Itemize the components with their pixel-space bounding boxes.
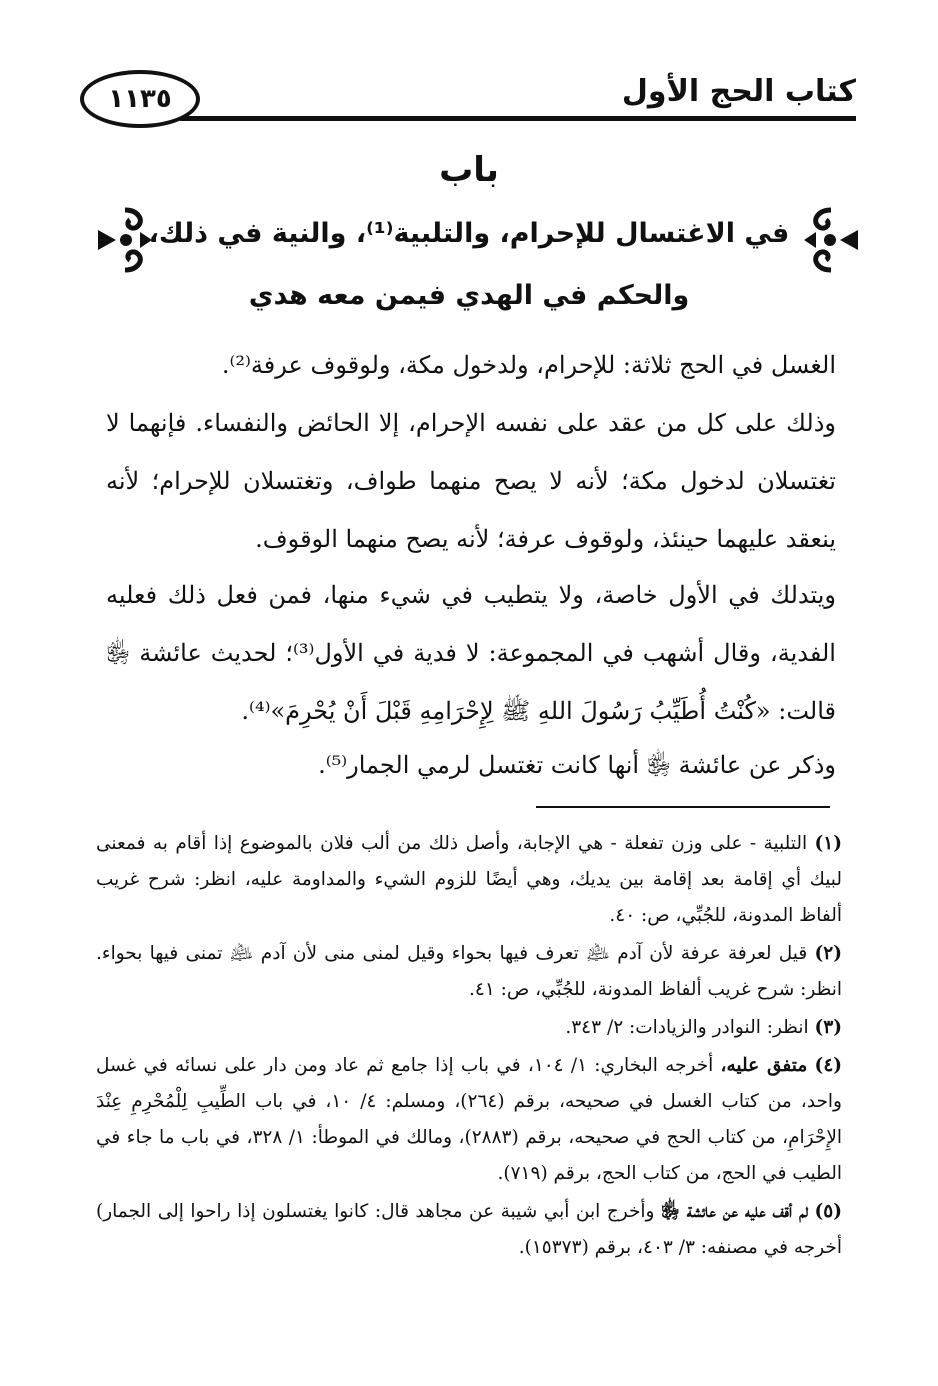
header-rule [180,116,856,121]
chapter-title-line-1: في الاغتسال للإحرام، والتلبية⁽¹⁾، والنية في ذلك، [148,218,790,249]
footnote-lead: لم أقف عليه عن عائشة ﵂ [660,1201,809,1222]
footnote-text: قيل لعرفة عرفة لأن آدم ﵇ تعرف فيها بحواء وقيل لمنى منى لأن آدم ﵇ تمنى فيها بحواء. انظر: شرح غريب ألفاظ المدونة، للجُبِّي، ص: ٤١. [96,943,842,1000]
footnotes [96,826,842,1268]
footnote-label: (٣) [814,1017,842,1038]
footnote-4 [96,1048,842,1192]
body-paragraph: وذلك على كل من عقد على نفسه الإحرام، إلا الحائض والنفساء. فإنهما لا تغتسلان لدخول مكة؛ لأنه لا يصح منهما طواف، وتغتسلان للإحرام؛ لأنه ينعقد عليهما حينئذ، ولوقوف عرفة؛ لأنه يصح منهما الوقوف. [106,409,836,553]
footnote-5 [96,1194,842,1266]
footnote-label: (٤) [814,1055,843,1076]
chapter-title-line-2: والحكم في الهدي فيمن معه هدي [248,280,690,311]
running-header [80,64,856,134]
footnote-text: أخرجه البخاري: ١/ ١٠٤، في باب إذا جامع ثم عاد ومن دار على نسائه في غسل واحد، من كتاب الغسل في صحيحه، برقم (٢٦٤)، ومسلم: ٤/ ١٠، في باب الطِّيبِ لِلْمُحْرِمِ عِنْدَ الإِحْرَامِ، من كتاب الحج في صحيحه، برقم (٢٨٨٣)، ومالك في الموطأ: ١/ ٣٢٨، في باب ما جاء في الطيب في الحج، من كتاب الحج، برقم (٧١٩). [96,1055,843,1184]
footnote-text: انظر: النوادر والزيادات: ٢/ ٣٤٣. [565,1017,809,1038]
footnote-separator [536,806,830,808]
body-paragraph: ويتدلك في الأول خاصة، ولا يتطيب في شيء منها، فمن فعل ذلك فعليه الفدية، وقال أشهب في المجموعة: لا فدية في الأول⁽³⁾؛ لحديث عائشة ﵂ قالت: «كُنْتُ أُطَيِّبُ رَسُولَ اللهِ ﷺ لِإِحْرَامِهِ قَبْلَ أَنْ يُحْرِمَ»⁽⁴⁾. [106,581,836,725]
footnote-lead: متفق عليه، [720,1055,808,1076]
section-heading: باب [439,150,499,190]
body-paragraph: الغسل في الحج ثلاثة: للإحرام، ولدخول مكة، ولوقوف عرفة⁽²⁾. [221,351,836,379]
footnote-label: (٢) [814,943,842,964]
book-title: كتاب الحج الأول [621,74,856,109]
footnote-1 [96,826,842,934]
page-number: ١١٣٥ [108,84,172,114]
body-paragraph: وذكر عن عائشة ﵂ أنها كانت تغتسل لرمي الجمار⁽⁵⁾. [318,751,836,779]
footnote-3 [96,1010,842,1046]
footnote-label: (١) [814,833,842,854]
page-number-badge [80,70,200,128]
footnote-text: وأخرج ابن أبي شيبة عن مجاهد قال: كانوا يغتسلون إذا راحوا إلى الجمار) أخرجه في مصنفه: ٣/ ٤٠٣، برقم (١٥٣٧٣). [96,1201,842,1258]
footnote-label: (٥) [814,1201,842,1222]
footnote-text: التلبية - على وزن تفعلة - هي الإجابة، وأصل ذلك من ألب فلان بالموضوع إذا أقام به فمعنى لبيك أي إقامة بعد إقامة بين يديك، وهي أيضًا للزوم الشيء والمداومة عليه، انظر: شرح غريب ألفاظ المدونة، للجُبِّي، ص: ٤٠. [96,833,842,926]
footnote-2 [96,936,842,1008]
